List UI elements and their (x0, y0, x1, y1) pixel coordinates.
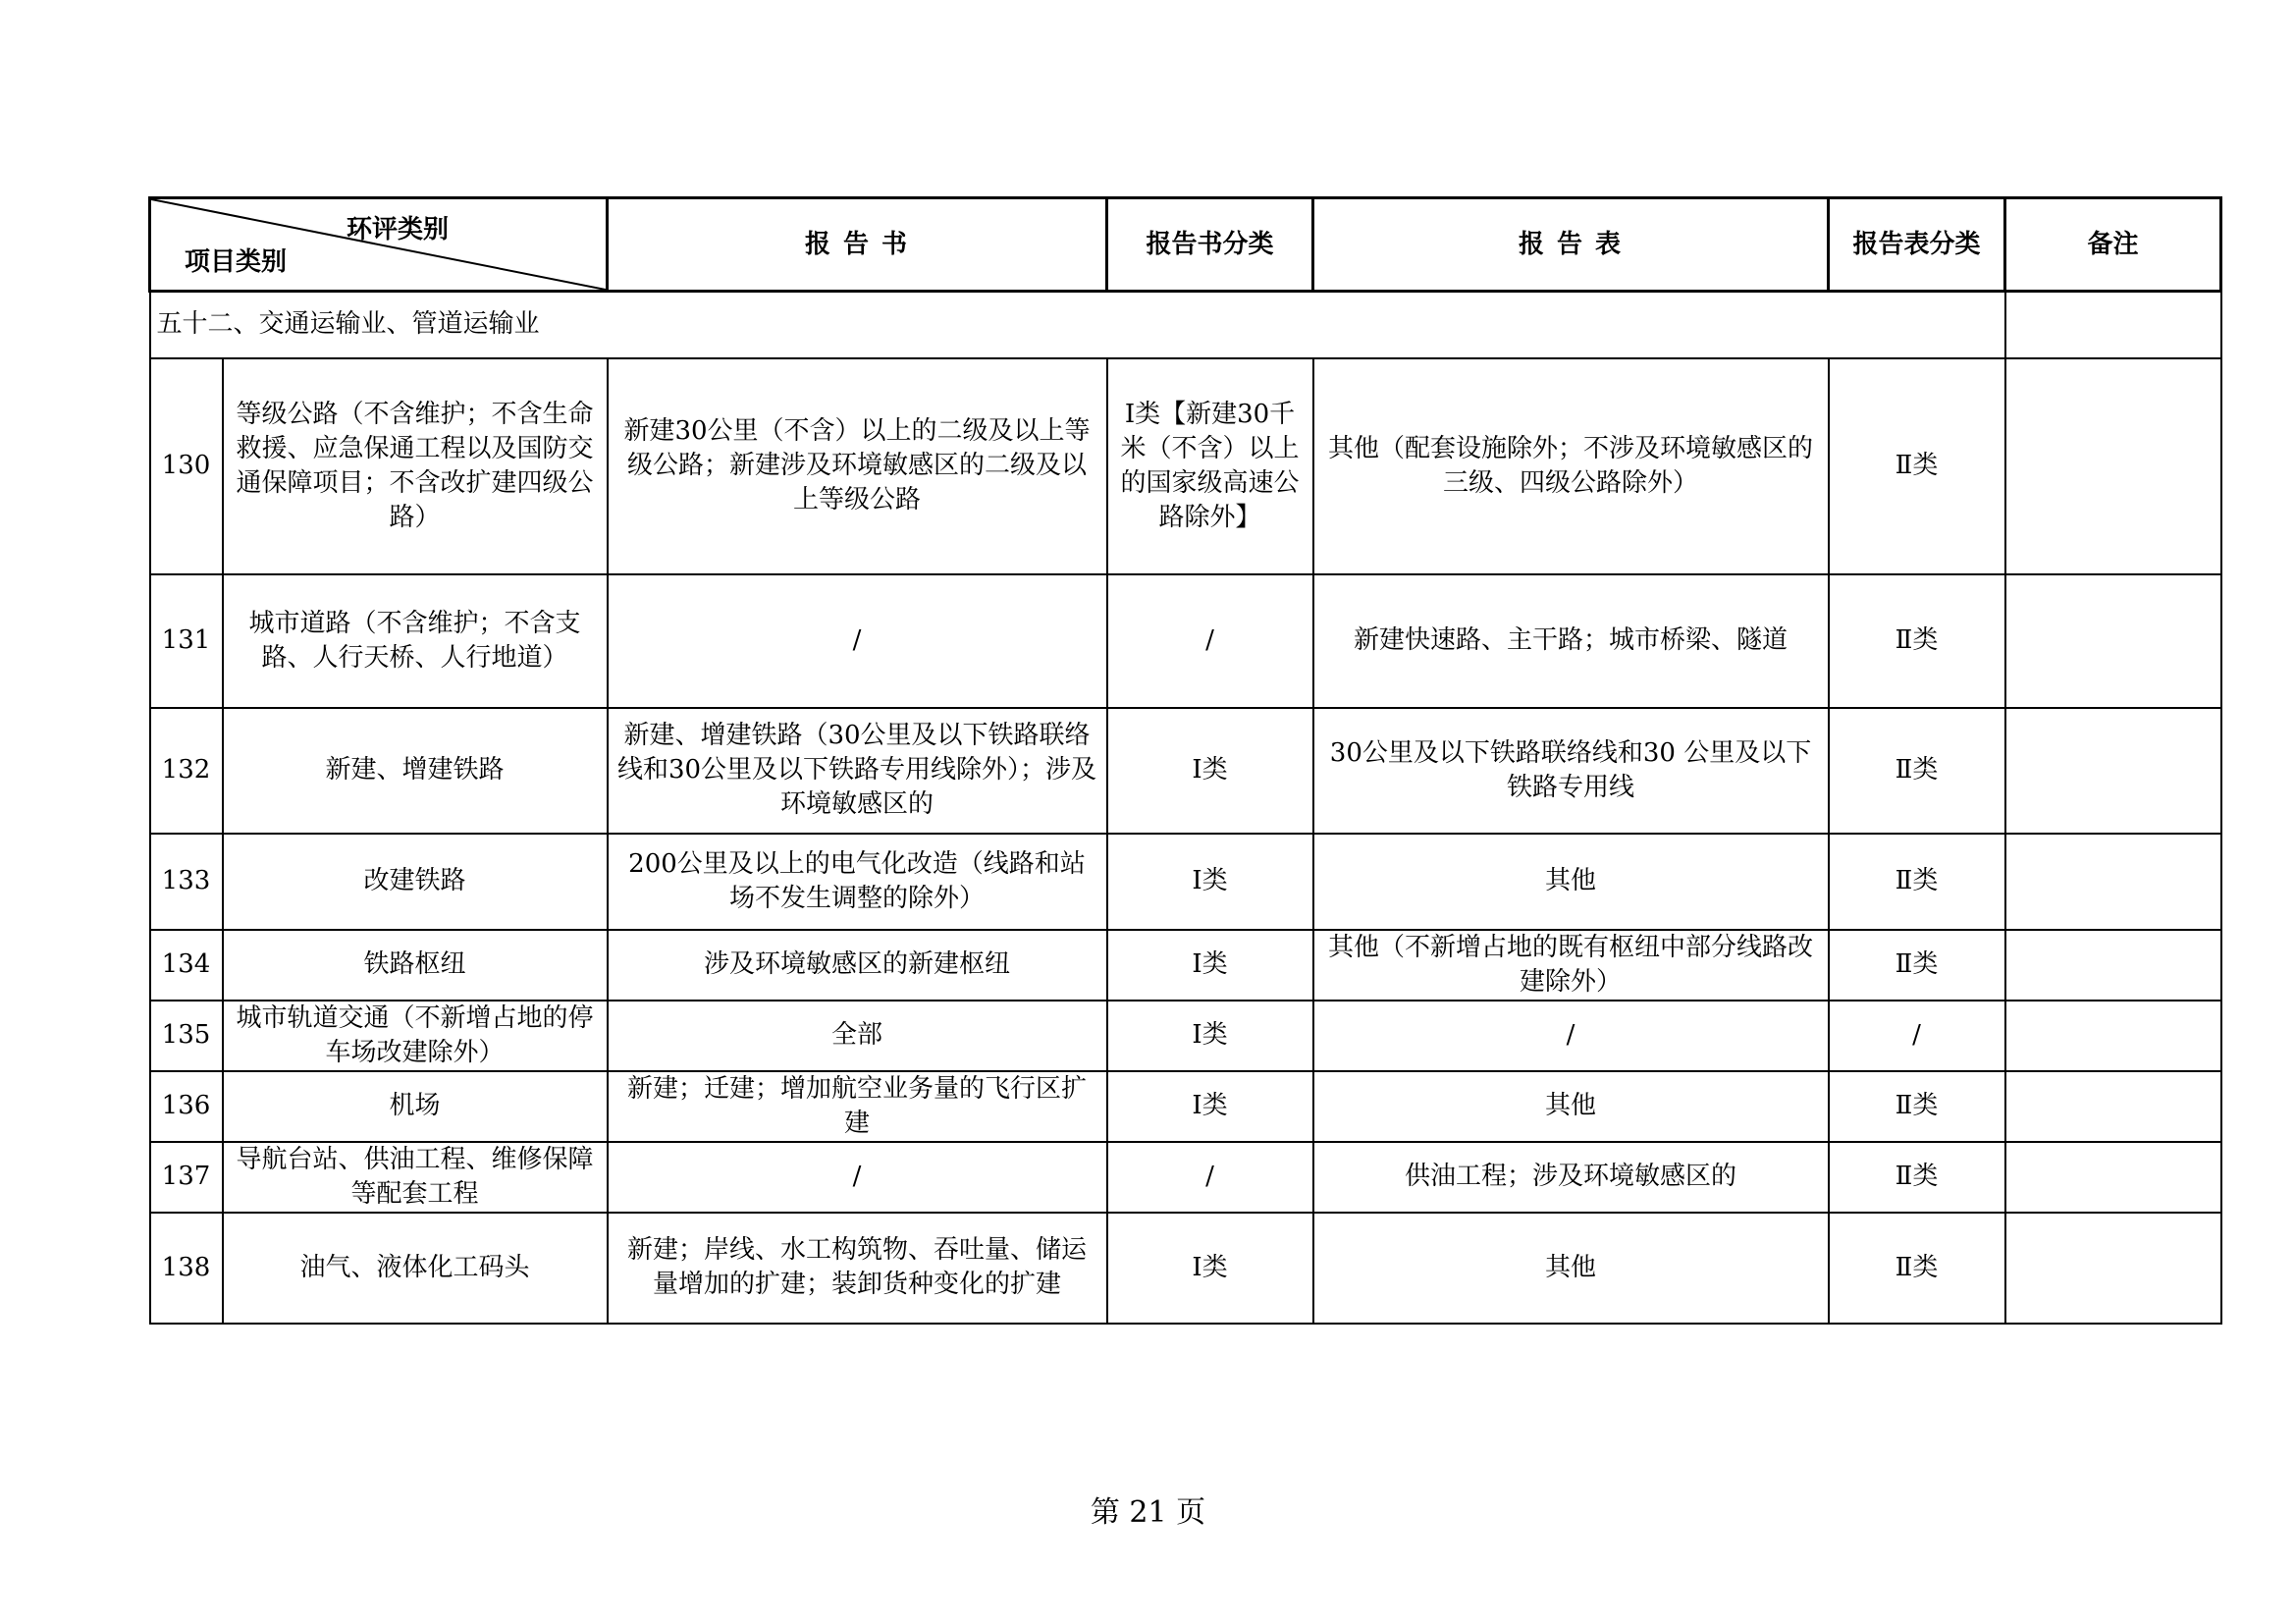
row-number: 131 (150, 574, 223, 708)
project-category: 改建铁路 (223, 834, 608, 930)
remarks-cell (2005, 1142, 2221, 1213)
header-report-book: 报 告 书 (608, 198, 1107, 292)
remarks-cell (2005, 1001, 2221, 1071)
table-row (150, 708, 2221, 834)
row-number: 135 (150, 1001, 223, 1071)
report-form-criteria: 供油工程；涉及环境敏感区的 (1313, 1142, 1829, 1213)
row-number: 132 (150, 708, 223, 834)
report-book-class: Ⅰ类 (1107, 1001, 1313, 1071)
project-category: 新建、增建铁路 (223, 708, 608, 834)
report-form-class: Ⅱ类 (1829, 708, 2005, 834)
report-form-class: Ⅱ类 (1829, 358, 2005, 574)
report-book-criteria: 全部 (608, 1001, 1107, 1071)
remarks-cell (2005, 708, 2221, 834)
report-book-criteria: / (608, 1142, 1107, 1213)
report-book-class: Ⅰ类 (1107, 834, 1313, 930)
report-form-class: Ⅱ类 (1829, 574, 2005, 708)
header-report-form-class: 报告表分类 (1829, 198, 2005, 292)
report-form-criteria: / (1313, 1001, 1829, 1071)
report-form-criteria: 30公里及以下铁路联络线和30 公里及以下铁路专用线 (1313, 708, 1829, 834)
report-form-class: / (1829, 1001, 2005, 1071)
report-book-criteria: 新建；迁建；增加航空业务量的飞行区扩建 (608, 1071, 1107, 1142)
section-title: 五十二、交通运输业、管道运输业 (150, 292, 2005, 358)
remarks-cell (2005, 1071, 2221, 1142)
report-book-criteria: 200公里及以上的电气化改造（线路和站场不发生调整的除外） (608, 834, 1107, 930)
report-form-class: Ⅱ类 (1829, 834, 2005, 930)
table-row (150, 930, 2221, 1001)
report-book-class: / (1107, 1142, 1313, 1213)
row-number: 136 (150, 1071, 223, 1142)
header-remarks: 备注 (2005, 198, 2221, 292)
table-row (150, 574, 2221, 708)
table-row (150, 1001, 2221, 1071)
report-book-criteria: 新建30公里（不含）以上的二级及以上等级公路；新建涉及环境敏感区的二级及以上等级公路 (608, 358, 1107, 574)
table-row (150, 1071, 2221, 1142)
page-number: 第 21 页 (1090, 1495, 1206, 1530)
section-row (150, 292, 2221, 358)
report-form-criteria: 其他（配套设施除外；不涉及环境敏感区的三级、四级公路除外） (1313, 358, 1829, 574)
project-category: 导航台站、供油工程、维修保障等配套工程 (223, 1142, 608, 1213)
report-form-criteria: 其他 (1313, 1071, 1829, 1142)
row-number: 130 (150, 358, 223, 574)
row-number: 133 (150, 834, 223, 930)
header-report-form: 报 告 表 (1313, 198, 1829, 292)
row-number: 138 (150, 1213, 223, 1324)
report-form-criteria: 新建快速路、主干路；城市桥梁、隧道 (1313, 574, 1829, 708)
section-remarks-cell (2005, 292, 2221, 358)
remarks-cell (2005, 930, 2221, 1001)
report-book-class: Ⅰ类【新建30千米（不含）以上的国家级高速公路除外】 (1107, 358, 1313, 574)
project-category: 油气、液体化工码头 (223, 1213, 608, 1324)
diagonal-header-cell (150, 198, 608, 292)
diagonal-header-top-label: 环评类别 (346, 215, 449, 244)
report-book-class: / (1107, 574, 1313, 708)
project-category: 机场 (223, 1071, 608, 1142)
project-category: 城市轨道交通（不新增占地的停车场改建除外） (223, 1001, 608, 1071)
report-form-class: Ⅱ类 (1829, 1071, 2005, 1142)
diagonal-header-bottom-label: 项目类别 (185, 247, 288, 277)
remarks-cell (2005, 574, 2221, 708)
report-book-class: Ⅰ类 (1107, 930, 1313, 1001)
report-form-criteria: 其他（不新增占地的既有枢纽中部分线路改建除外） (1313, 930, 1829, 1001)
project-category: 等级公路（不含维护；不含生命救援、应急保通工程以及国防交通保障项目；不含改扩建四级公路） (223, 358, 608, 574)
row-number: 137 (150, 1142, 223, 1213)
row-number: 134 (150, 930, 223, 1001)
header-report-book-class: 报告书分类 (1107, 198, 1313, 292)
table-row (150, 1142, 2221, 1213)
report-book-criteria: 涉及环境敏感区的新建枢纽 (608, 930, 1107, 1001)
report-book-criteria: 新建；岸线、水工构筑物、吞吐量、储运量增加的扩建；装卸货种变化的扩建 (608, 1213, 1107, 1324)
table-row (150, 1213, 2221, 1324)
remarks-cell (2005, 358, 2221, 574)
report-form-criteria: 其他 (1313, 1213, 1829, 1324)
report-book-criteria: 新建、增建铁路（30公里及以下铁路联络线和30公里及以下铁路专用线除外）；涉及环境敏感区的 (608, 708, 1107, 834)
table-row (150, 834, 2221, 930)
table-header-row (150, 198, 2221, 292)
report-form-criteria: 其他 (1313, 834, 1829, 930)
report-book-class: Ⅰ类 (1107, 1071, 1313, 1142)
report-form-class: Ⅱ类 (1829, 1213, 2005, 1324)
report-form-class: Ⅱ类 (1829, 1142, 2005, 1213)
report-book-class: Ⅰ类 (1107, 1213, 1313, 1324)
table-row (150, 358, 2221, 574)
remarks-cell (2005, 834, 2221, 930)
project-category: 铁路枢纽 (223, 930, 608, 1001)
classification-table (148, 196, 2222, 1325)
report-book-class: Ⅰ类 (1107, 708, 1313, 834)
report-form-class: Ⅱ类 (1829, 930, 2005, 1001)
remarks-cell (2005, 1213, 2221, 1324)
report-book-criteria: / (608, 574, 1107, 708)
project-category: 城市道路（不含维护；不含支路、人行天桥、人行地道） (223, 574, 608, 708)
